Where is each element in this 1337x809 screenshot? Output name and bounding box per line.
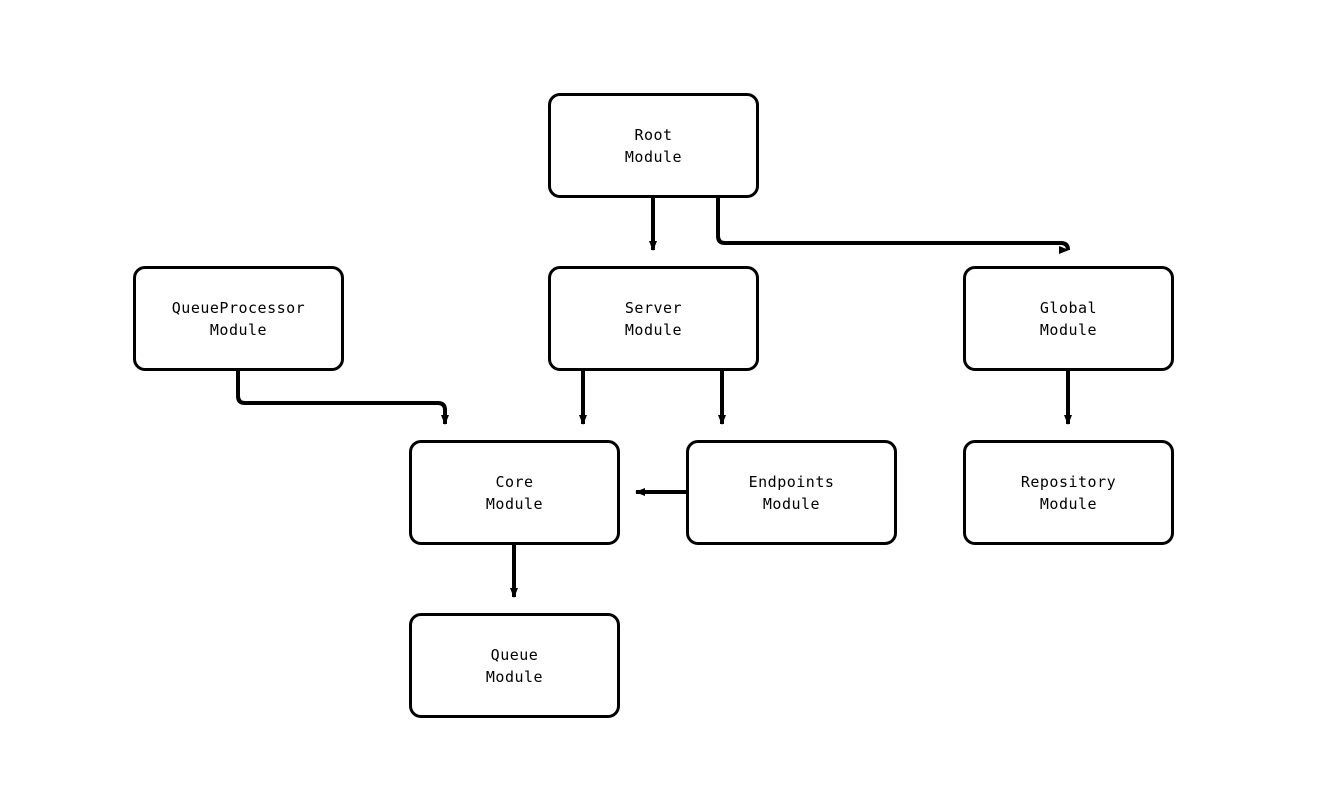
node-queueprocessor-module-line1: QueueProcessor (171, 298, 306, 317)
node-global-module-line1: Global (1039, 298, 1098, 317)
node-queueprocessor-module[interactable] (133, 266, 344, 371)
node-root-module-line2: Module (624, 147, 683, 166)
node-endpoints-module-line1: Endpoints (748, 472, 835, 491)
node-endpoints-module-line2: Module (762, 494, 821, 513)
node-queueprocessor-module-line2: Module (209, 320, 268, 339)
node-core-module[interactable] (409, 440, 620, 545)
edge-queueprocessor-core (238, 371, 445, 424)
node-queue-module[interactable] (409, 613, 620, 718)
node-repository-module-line1: Repository (1020, 472, 1117, 491)
node-root-module-line1: Root (634, 125, 673, 144)
node-repository-module-line2: Module (1039, 494, 1098, 513)
node-global-module-line2: Module (1039, 320, 1098, 339)
node-server-module[interactable] (548, 266, 759, 371)
node-queue-module-line2: Module (485, 667, 544, 686)
node-root-module[interactable] (548, 93, 759, 198)
node-queue-module-line1: Queue (490, 645, 539, 664)
node-server-module-line2: Module (624, 320, 683, 339)
edge-root-global (718, 198, 1068, 250)
node-core-module-line2: Module (485, 494, 544, 513)
node-core-module-line1: Core (495, 472, 534, 491)
node-repository-module[interactable] (963, 440, 1174, 545)
node-endpoints-module[interactable] (686, 440, 897, 545)
node-server-module-line1: Server (624, 298, 683, 317)
node-global-module[interactable] (963, 266, 1174, 371)
